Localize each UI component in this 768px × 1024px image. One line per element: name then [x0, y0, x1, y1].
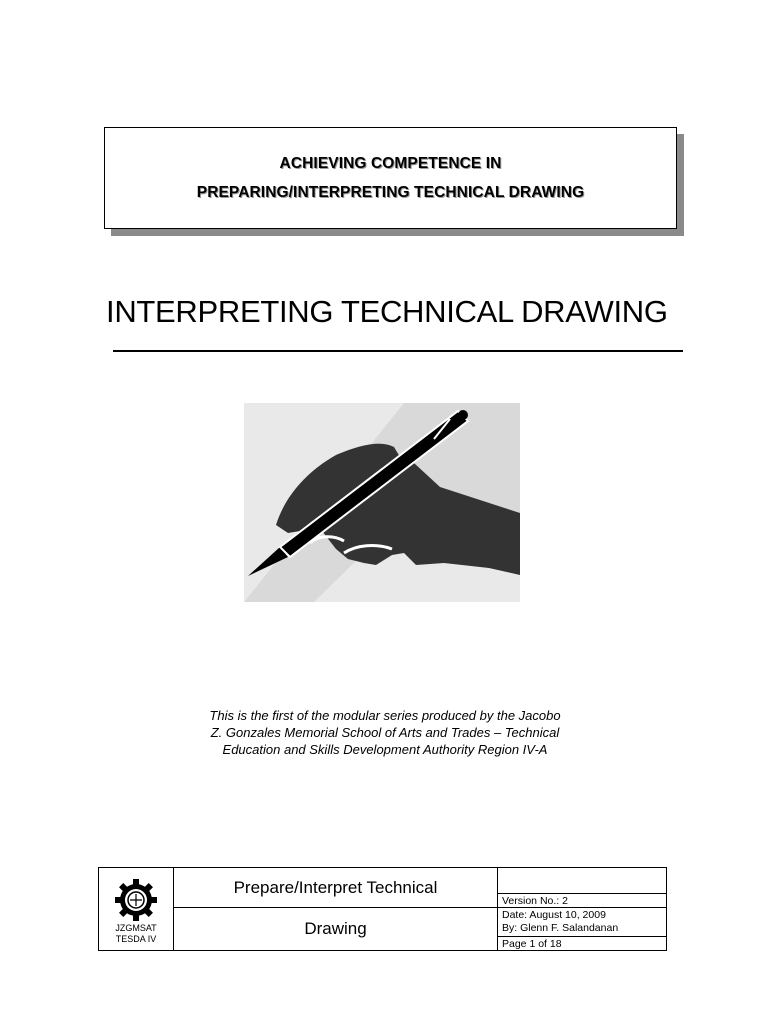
- heading-divider: [113, 350, 683, 352]
- footer-author: By: Glenn F. Salandanan: [502, 922, 619, 934]
- logo-text-agency: TESDA IV: [115, 934, 157, 944]
- footer-date-author: [498, 908, 667, 937]
- footer-date: Date: August 10, 2009: [502, 909, 606, 921]
- main-heading: INTERPRETING TECHNICAL DRAWING: [106, 294, 668, 329]
- footer-table: [98, 867, 667, 951]
- footer-logo-cell: [99, 868, 174, 951]
- intro-line-2: Z. Gonzales Memorial School of Arts and Trades – Technical: [210, 725, 560, 740]
- intro-text: [150, 707, 620, 758]
- footer-version: Version No.: 2: [498, 894, 667, 908]
- hand-holding-pen-icon: [244, 403, 520, 602]
- footer-title-line-1: Prepare/Interpret Technical: [174, 868, 498, 908]
- footer-blank-cell: [498, 868, 667, 894]
- title-box: [104, 127, 677, 229]
- footer-title-line-2: Drawing: [174, 908, 498, 951]
- gear-seal-logo: [114, 878, 158, 922]
- logo-text-school: JZGMSAT: [115, 923, 157, 933]
- intro-line-1: This is the first of the modular series produced by the Jacobo: [209, 708, 561, 723]
- intro-line-3: Education and Skills Development Authority Region IV-A: [222, 742, 548, 757]
- title-line-2: PREPARING/INTERPRETING TECHNICAL DRAWING: [196, 184, 585, 201]
- footer-page-number: Page 1 of 18: [498, 937, 667, 951]
- title-line-1: ACHIEVING COMPETENCE IN: [279, 154, 502, 172]
